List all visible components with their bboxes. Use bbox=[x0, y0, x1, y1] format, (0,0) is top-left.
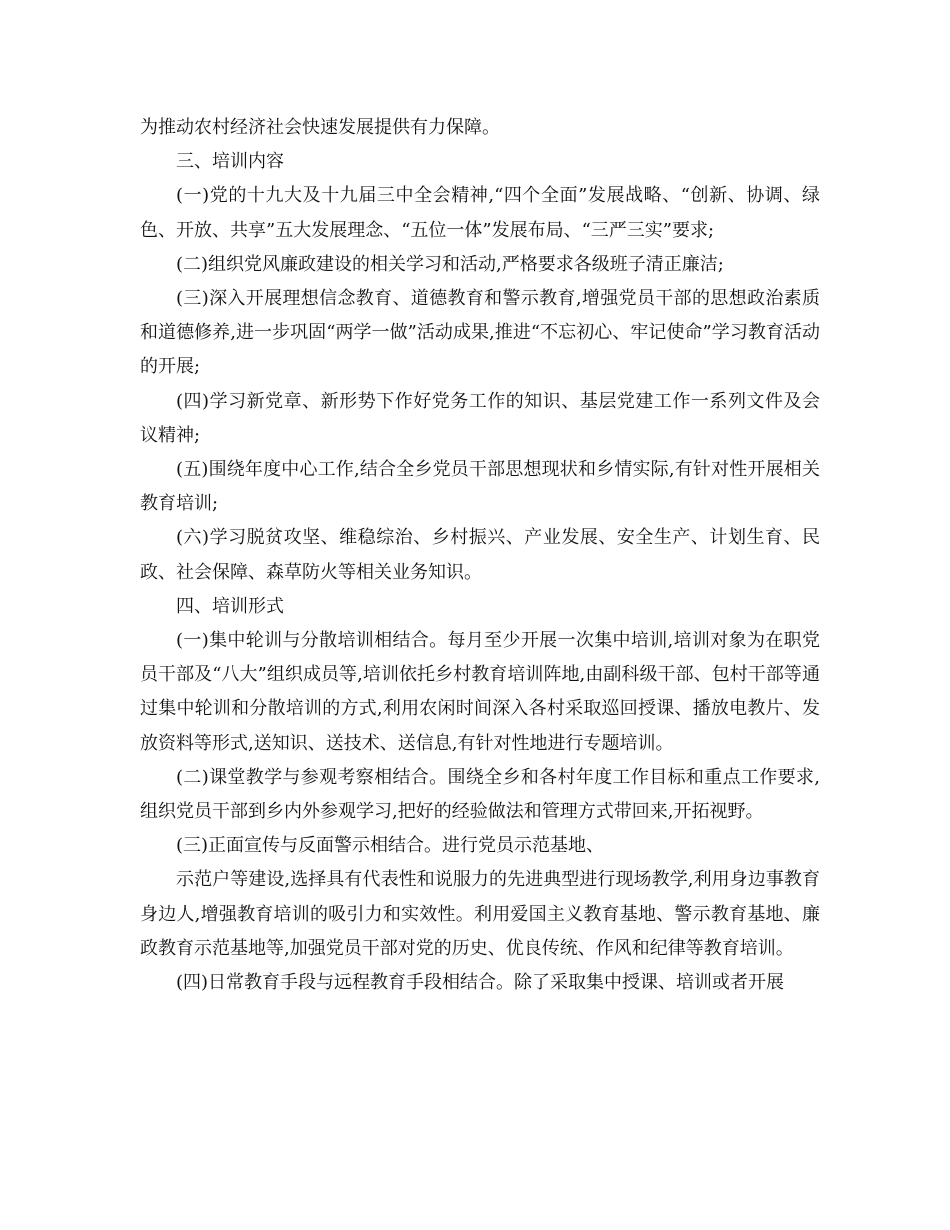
paragraph-format-3-continued: 示范户等建设,选择具有代表性和说服力的先进典型进行现场教学,利用身边事教育身边人,增强教育培训的吸引力和实效性。利用爱国主义教育基地、警示教育基地、廉政教育示范基地等,加强党员干部对党的历史、优良传统、作风和纪律等教育培训。 bbox=[140, 869, 820, 959]
paragraph-item-1: (一)党的十九大及十九届三中全会精神,“四个全面”发展战略、“创新、协调、绿色、开放、共享”五大发展理念、“五位一体”发展布局、“三严三实”要求; bbox=[140, 185, 820, 241]
paragraph-format-4: (四)日常教育手段与远程教育手段相结合。除了采取集中授课、培训或者开展 bbox=[176, 972, 785, 994]
paragraph-format-1: (一)集中轮训与分散培训相结合。每月至少开展一次集中培训,培训对象为在职党员干部及“八大”组织成员等,培训依托乡村教育培训阵地,由副科级干部、包村干部等通过集中轮训和分散培训的方式,利用农闲时间深入各村采取巡回授课、播放电教片、发放资料等形式,送知识、送技术、送信息,有针对性地进行专题培训。 bbox=[140, 630, 820, 754]
section-heading-training-content: 三、培训内容 bbox=[176, 151, 284, 173]
paragraph-continuation: 为推动农村经济社会快速发展提供有力保障。 bbox=[140, 117, 500, 138]
paragraph-format-2: (二)课堂教学与参观考察相结合。围绕全乡和各村年度工作目标和重点工作要求,组织党员干部到乡内外参观学习,把好的经验做法和管理方式带回来,开拓视野。 bbox=[140, 766, 820, 823]
section-heading-training-format: 四、培训形式 bbox=[176, 595, 284, 617]
paragraph-item-3: (三)深入开展理想信念教育、道德教育和警示教育,增强党员干部的思想政治素质和道德修养,进一步巩固“两学一做”活动成果,推进“不忘初心、牢记使命”学习教育活动的开展; bbox=[140, 288, 820, 378]
paragraph-format-3: (三)正面宣传与反面警示相结合。进行党员示范基地、 bbox=[176, 835, 605, 857]
paragraph-item-6: (六)学习脱贫攻坚、维稳综治、乡村振兴、产业发展、安全生产、计划生育、民政、社会保障、森草防火等相关业务知识。 bbox=[140, 527, 820, 583]
paragraph-item-5: (五)围绕年度中心工作,结合全乡党员干部思想现状和乡情实际,有针对性开展相关教育培训; bbox=[140, 459, 820, 515]
document-body bbox=[140, 111, 820, 1000]
paragraph-item-4: (四)学习新党章、新形势下作好党务工作的知识、基层党建工作一系列文件及会议精神; bbox=[140, 390, 820, 446]
paragraph-item-2: (二)组织党风廉政建设的相关学习和活动,严格要求各级班子清正廉洁; bbox=[176, 253, 724, 275]
